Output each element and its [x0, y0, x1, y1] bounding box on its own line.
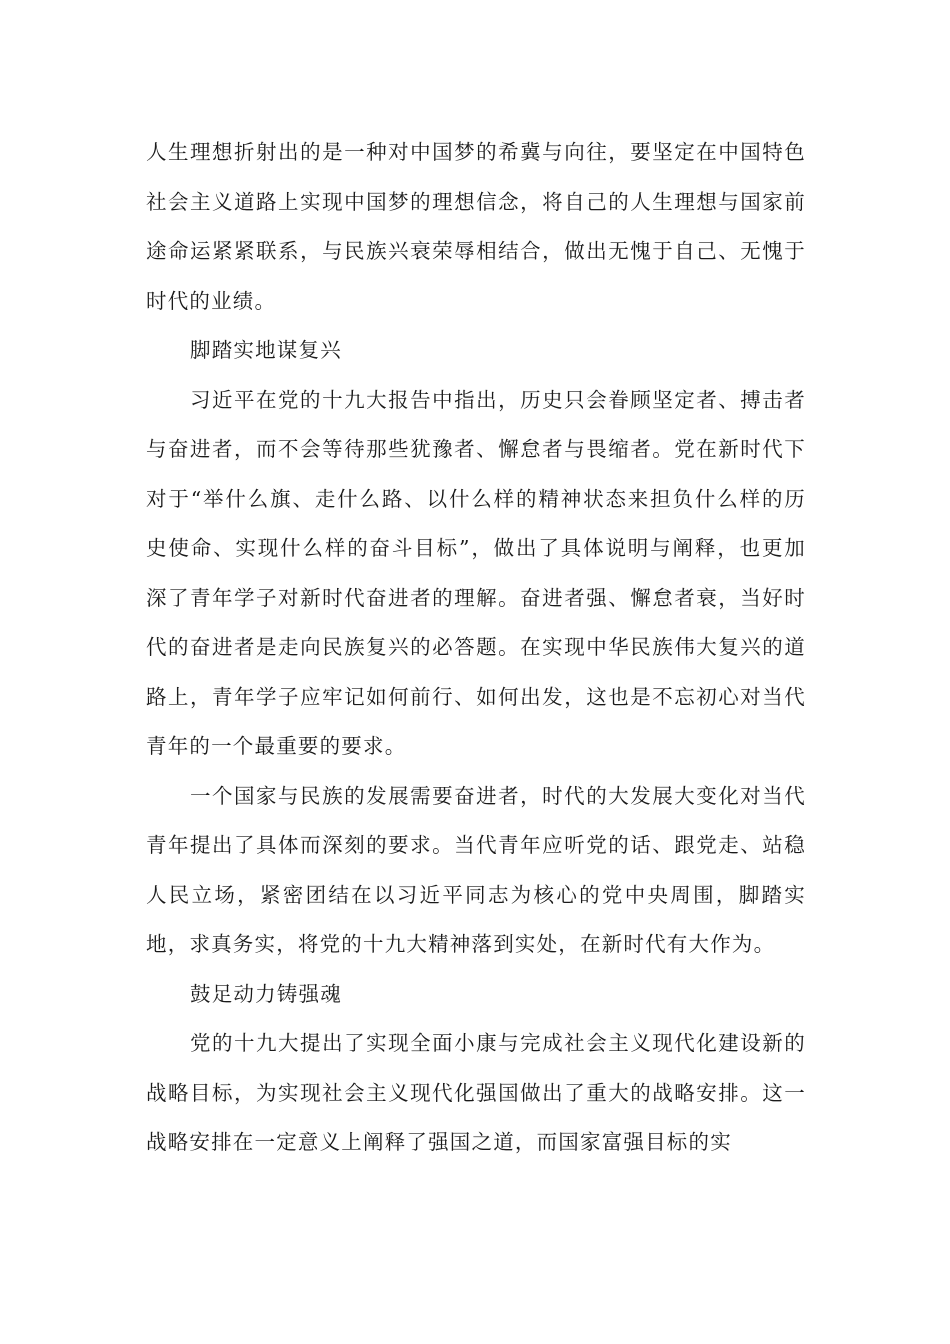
- paragraph-4: 党的十九大提出了实现全面小康与完成社会主义现代化建设新的战略目标，为实现社会主义现代化强国做出了重大的战略安排。这一战略安排在一定意义上阐释了强国之道，而国家富强目标的实: [146, 1031, 806, 1154]
- section-heading-2: 鼓足动力铸强魂: [190, 981, 342, 1006]
- document-body: [146, 128, 806, 1168]
- paragraph-1: 人生理想折射出的是一种对中国梦的希冀与向往，要坚定在中国特色社会主义道路上实现中国梦的理想信念，将自己的人生理想与国家前途命运紧紧联系，与民族兴衰荣辱相结合，做出无愧于自己、无愧于时代的业绩。: [146, 140, 806, 313]
- paragraph-3: 一个国家与民族的发展需要奋进者，时代的大发展大变化对当代青年提出了具体而深刻的要求。当代青年应听党的话、跟党走、站稳人民立场，紧密团结在以习近平同志为核心的党中央周围，脚踏实地，求真务实，将党的十九大精神落到实处，在新时代有大作为。: [146, 783, 806, 956]
- paragraph-2: 习近平在党的十九大报告中指出，历史只会眷顾坚定者、搏击者与奋进者，而不会等待那些犹豫者、懈怠者与畏缩者。党在新时代下对于“举什么旗、走什么路、以什么样的精神状态来担负什么样的历史使命、实现什么样的奋斗目标”，做出了具体说明与阐释，也更加深了青年学子对新时代奋进者的理解。奋进者强、懈怠者衰，当好时代的奋进者是走向民族复兴的必答题。在实现中华民族伟大复兴的道路上，青年学子应牢记如何前行、如何出发，这也是不忘初心对当代青年的一个最重要的要求。: [146, 387, 806, 758]
- section-heading-1: 脚踏实地谋复兴: [190, 338, 342, 362]
